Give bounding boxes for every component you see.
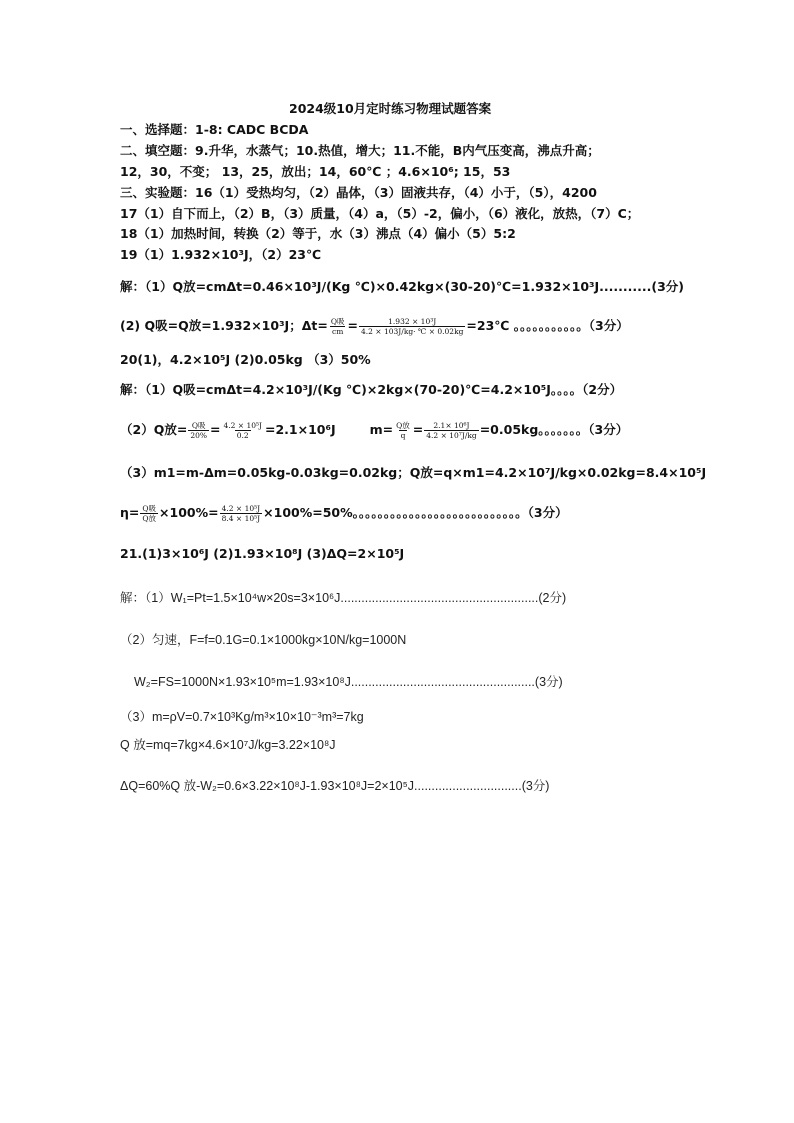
equals-sign: = bbox=[412, 422, 424, 437]
fraction-numerator: Q吸 bbox=[142, 504, 157, 513]
fraction bbox=[220, 504, 263, 523]
q21-solution-2b: W₂=FS=1000N×1.93×10⁵m=1.93×10⁸J.....................................................(3分) bbox=[134, 675, 563, 689]
fraction-denominator: 0.2 bbox=[236, 431, 249, 440]
q21-answer: 21.(1)3×10⁶J (2)1.93×10⁸J (3)ΔQ=2×10⁵J bbox=[120, 546, 405, 561]
fraction bbox=[221, 421, 264, 440]
fraction-numerator: 4.2 × 10⁵J bbox=[223, 421, 263, 430]
q20-solution-1: 解：（1）Q吸=cmΔt=4.2×10³J/(Kg ℃)×2kg×(70-20)℃=4.2×10⁵J。。。。（2分） bbox=[120, 382, 623, 397]
section-experiment-q18: 18（1）加热时间，转换（2）等于，水（3）沸点（4）偏小（5）5:2 bbox=[120, 226, 516, 241]
q21-solution-2a: （2）匀速，F=f=0.1G=0.1×1000kg×10N/kg=1000N bbox=[120, 633, 407, 647]
fraction-denominator: cm bbox=[332, 327, 344, 336]
q19-sol2-prefix: (2) Q吸=Q放=1.932×10³J；Δt= bbox=[120, 318, 328, 333]
q21-solution-3a: （3）m=ρV=0.7×10³Kg/m³×10×10⁻³m³=7kg bbox=[120, 710, 364, 724]
fraction-numerator: Q吸 bbox=[191, 421, 206, 430]
q20-solution-4 bbox=[120, 503, 568, 523]
q20-sol2-heat-result: =2.1×10⁶J bbox=[265, 422, 336, 437]
fraction bbox=[140, 504, 158, 523]
q20-solution-2 bbox=[120, 420, 628, 440]
fraction bbox=[188, 421, 209, 440]
section-fill-answers-line2: 12，30，不变； 13，25，放出；14，60℃ ；4.6×10⁶; 15，53 bbox=[120, 164, 511, 179]
q19-sol2-suffix: =23℃ 。。。。。。。。。。。（3分） bbox=[466, 318, 629, 333]
fraction-numerator: 2.1× 10⁶J bbox=[433, 421, 470, 430]
fraction-numerator: Q放 bbox=[396, 421, 410, 430]
q20-sol4-suffix: ×100%=50%。。。。。。。。。。。。。。。。。。。。。。。。。。。（3分） bbox=[263, 505, 568, 520]
q20-sol4-prefix: η= bbox=[120, 505, 140, 520]
q20-sol2-suffix: =0.05kg。。。。。。。（3分） bbox=[479, 422, 629, 437]
fraction-denominator: q bbox=[400, 431, 406, 440]
equals-sign: = bbox=[347, 318, 358, 333]
fraction-denominator: 4.2 × 10⁷J/kg bbox=[426, 431, 477, 440]
q21-solution-3b: Q 放=mq=7kg×4.6×10⁷J/kg=3.22×10⁸J bbox=[120, 738, 336, 752]
fraction-denominator: Q放 bbox=[142, 514, 157, 523]
equals-sign: = bbox=[209, 422, 221, 437]
section-experiment-q16: 三、实验题：16（1）受热均匀，（2）晶体，（3）固液共存，（4）小于，（5），4200 bbox=[120, 185, 597, 200]
q20-sol4-mid: ×100%= bbox=[159, 505, 219, 520]
q20-sol2-mass-prefix: m= bbox=[369, 422, 394, 437]
fraction-denominator: 20% bbox=[190, 431, 207, 440]
fraction-denominator: 4.2 × 103J/kg· ℃ × 0.02kg bbox=[360, 327, 464, 336]
q19-solution-1: 解：（1）Q放=cmΔt=0.46×10³J/(Kg ℃)×0.42kg×(30-20)℃=1.932×10³J...........(3分) bbox=[120, 279, 685, 294]
q20-solution-3: （3）m1=m-Δm=0.05kg-0.03kg=0.02kg；Q放=q×m1=4.2×10⁷J/kg×0.02kg=8.4×10⁵J bbox=[120, 465, 707, 480]
section-fill-answers-line1: 二、填空题：9.升华，水蒸气；10.热值，增大；11.不能，B内气压变高，沸点升高； bbox=[120, 143, 600, 158]
q21-solution-1: 解：（1）W₁=Pt=1.5×10⁴w×20s=3×10⁶J.........................................................(2分) bbox=[120, 591, 567, 605]
fraction-numerator: Q吸 bbox=[330, 317, 345, 326]
fraction bbox=[329, 317, 347, 336]
fraction-numerator: 4.2 × 10⁵J bbox=[221, 504, 261, 513]
q19-solution-2 bbox=[120, 316, 629, 336]
fraction-denominator: 8.4 × 10⁵J bbox=[221, 514, 261, 523]
page-title: 2024级10月定时练习物理试题答案 bbox=[289, 101, 492, 116]
fraction bbox=[424, 421, 478, 440]
fraction bbox=[359, 317, 465, 336]
q19-answer: 19（1）1.932×10³J，（2）23℃ bbox=[120, 247, 322, 262]
q20-answer: 20(1)，4.2×10⁵J (2)0.05kg （3）50% bbox=[120, 352, 371, 367]
q21-solution-3c: ΔQ=60%Q 放-W₂=0.6×3.22×10⁸J-1.93×10⁸J=2×10⁵J...............................(3分) bbox=[120, 779, 550, 793]
fraction-numerator: 1.932 × 10³J bbox=[388, 317, 437, 326]
section-choice-answers: 一、选择题：1-8: CADC BCDA bbox=[120, 122, 309, 137]
fraction bbox=[394, 421, 412, 440]
q20-sol2-prefix: （2）Q放= bbox=[120, 422, 188, 437]
section-experiment-q17: 17（1）自下而上，（2）B，（3）质量，（4）a，（5）-2，偏小，（6）液化，放热，（7）C； bbox=[120, 206, 640, 221]
